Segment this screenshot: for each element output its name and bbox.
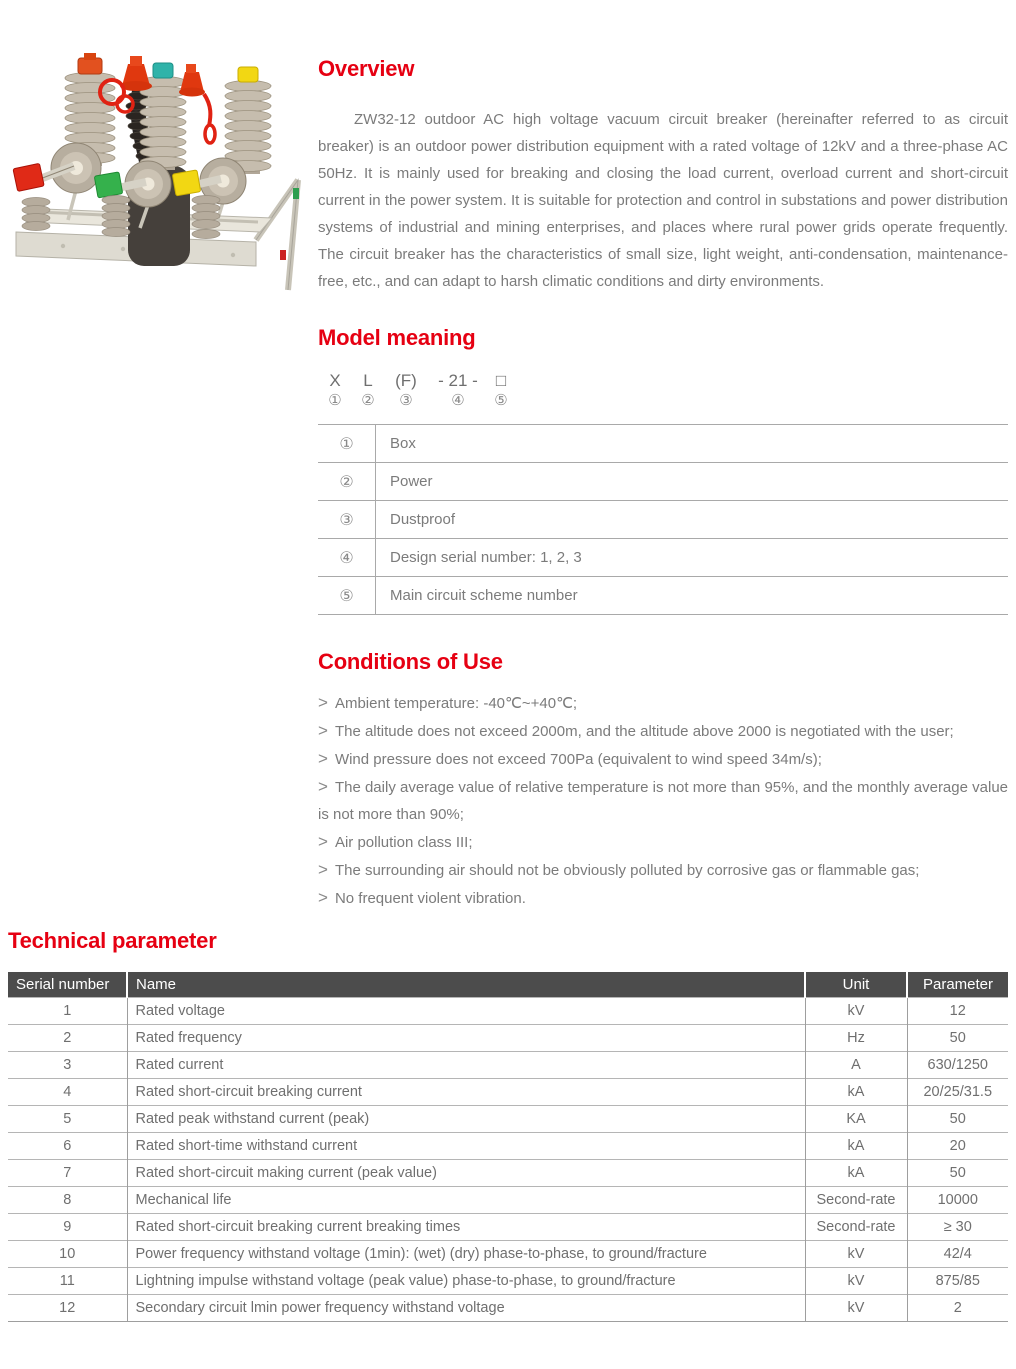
cell-name: Lightning impulse withstand voltage (peak value) phase-to-phase, to ground/fracture [127,1268,805,1295]
row-index: ⑤ [318,577,376,615]
circled-index: ③ [399,392,413,409]
table-row [8,1214,1008,1241]
condition-item [318,884,1008,912]
overview-heading: Overview [318,56,415,81]
cell-serial: 3 [8,1052,127,1079]
cell-unit: kA [805,1160,907,1187]
cell-name: Rated short-circuit making current (peak value) [127,1160,805,1187]
table-row [8,1106,1008,1133]
code-part: □ [495,371,507,390]
table-row [8,1187,1008,1214]
cell-name: Rated current [127,1052,805,1079]
cell-serial: 4 [8,1079,127,1106]
model-code-indices [318,391,1008,410]
cell-parameter: 50 [907,1106,1008,1133]
condition-item [318,689,1008,717]
row-label: Power [376,463,1009,501]
cell-unit: Second-rate [805,1214,907,1241]
cell-unit: Hz [805,1025,907,1052]
cell-name: Rated voltage [127,998,805,1025]
condition-item [318,856,1008,884]
technical-section [0,928,1016,1322]
table-row [318,577,1008,615]
condition-text: The surrounding air should not be obviously polluted by corrosive gas or flammable gas; [334,862,920,879]
cell-name: Rated frequency [127,1025,805,1052]
conditions-list [318,689,1008,912]
circled-index: ⑤ [494,392,508,409]
row-index: ④ [318,539,376,577]
cell-serial: 6 [8,1133,127,1160]
cell-parameter: 875/85 [907,1268,1008,1295]
cell-name: Rated short-circuit breaking current [127,1079,805,1106]
cell-parameter: 630/1250 [907,1052,1008,1079]
code-part: - 21 - [438,371,478,390]
col-serial-number: Serial number [8,972,127,998]
col-unit: Unit [805,972,907,998]
model-meaning-heading: Model meaning [318,325,476,350]
cell-serial: 11 [8,1268,127,1295]
col-parameter: Parameter [907,972,1008,998]
code-part: L [363,371,373,390]
row-index: ① [318,425,376,463]
cell-unit: kA [805,1079,907,1106]
cell-unit: Second-rate [805,1187,907,1214]
cell-serial: 2 [8,1025,127,1052]
cell-unit: kV [805,998,907,1025]
condition-text: Wind pressure does not exceed 700Pa (equivalent to wind speed 34m/s); [334,751,822,768]
table-row [318,463,1008,501]
row-label: Main circuit scheme number [376,577,1009,615]
table-row [8,998,1008,1025]
row-label: Dustproof [376,501,1009,539]
cell-unit: kV [805,1241,907,1268]
circled-index: ① [328,392,342,409]
table-row [318,425,1008,463]
cell-serial: 10 [8,1241,127,1268]
table-row [318,539,1008,577]
cell-unit: kA [805,1133,907,1160]
cell-unit: KA [805,1106,907,1133]
gt-bullet-icon: > [318,693,328,712]
technical-heading: Technical parameter [8,928,217,953]
condition-item [318,717,1008,745]
cell-name: Mechanical life [127,1187,805,1214]
gt-bullet-icon: > [318,777,328,796]
circled-index: ④ [451,392,465,409]
gt-bullet-icon: > [318,721,328,740]
cell-unit: A [805,1052,907,1079]
code-part: (F) [395,371,417,390]
gt-bullet-icon: > [318,888,328,907]
row-label: Design serial number: 1, 2, 3 [376,539,1009,577]
table-header-row [8,972,1008,998]
row-index: ② [318,463,376,501]
cell-serial: 9 [8,1214,127,1241]
cell-serial: 1 [8,998,127,1025]
row-label: Box [376,425,1009,463]
cell-name: Rated short-time withstand current [127,1133,805,1160]
cell-parameter: 2 [907,1295,1008,1322]
cell-unit: kV [805,1268,907,1295]
circuit-breaker-illustration [8,50,308,340]
condition-text: Ambient temperature: -40℃~+40℃; [334,695,578,712]
gt-bullet-icon: > [318,860,328,879]
table-row [8,1025,1008,1052]
condition-text: The daily average value of relative temperature is not more than 95%, and the monthly average value is not more than 90%; [318,779,1008,823]
cell-serial: 7 [8,1160,127,1187]
gt-bullet-icon: > [318,749,328,768]
model-code-symbols [318,371,1008,391]
gt-bullet-icon: > [318,832,328,851]
cell-name: Rated peak withstand current (peak) [127,1106,805,1133]
condition-item [318,745,1008,773]
table-row [8,1052,1008,1079]
table-row [8,1079,1008,1106]
cell-serial: 8 [8,1187,127,1214]
product-image [8,50,308,340]
cell-parameter: 20/25/31.5 [907,1079,1008,1106]
cell-name: Power frequency withstand voltage (1min): (wet) (dry) phase-to-phase, to ground/fracture [127,1241,805,1268]
cell-name: Secondary circuit lmin power frequency withstand voltage [127,1295,805,1322]
condition-text: The altitude does not exceed 2000m, and the altitude above 2000 is negotiated with the user; [334,723,954,740]
cell-serial: 12 [8,1295,127,1322]
condition-text: Air pollution class III; [334,834,473,851]
cell-parameter: 20 [907,1133,1008,1160]
conditions-heading: Conditions of Use [318,649,503,674]
cell-name: Rated short-circuit breaking current breaking times [127,1214,805,1241]
col-name: Name [127,972,805,998]
table-row [8,1160,1008,1187]
cell-parameter: ≥ 30 [907,1214,1008,1241]
model-meaning-table [318,424,1008,615]
condition-text: No frequent violent vibration. [334,890,526,907]
cell-parameter: 10000 [907,1187,1008,1214]
model-code [318,371,1008,410]
circled-index: ② [361,392,375,409]
cell-parameter: 12 [907,998,1008,1025]
cell-parameter: 50 [907,1025,1008,1052]
cell-parameter: 42/4 [907,1241,1008,1268]
table-row [8,1241,1008,1268]
cell-serial: 5 [8,1106,127,1133]
cell-unit: kV [805,1295,907,1322]
table-row [318,501,1008,539]
table-row [8,1133,1008,1160]
overview-paragraph: ZW32-12 outdoor AC high voltage vacuum circuit breaker (hereinafter referred to as circuit breaker) is an outdoor power distribution equipment with a rated voltage of 12kV and a three-phase AC 50Hz. It is mainly used for breaking and closing the load current, overload current and short-circuit current in the power system. It is suitable for protection and control in substations and power distribution systems of industrial and mining enterprises, and places where rural power grids operate frequently. The circuit breaker has the characteristics of small size, light weight, anti-condensation, maintenance-free, etc., and can adapt to harsh climatic conditions and dirty environments. [318,111,1008,290]
row-index: ③ [318,501,376,539]
table-row [8,1268,1008,1295]
table-row [8,1295,1008,1322]
technical-table [8,972,1008,1322]
code-part: X [329,371,341,390]
condition-item [318,773,1008,828]
condition-item [318,828,1008,856]
cell-parameter: 50 [907,1160,1008,1187]
